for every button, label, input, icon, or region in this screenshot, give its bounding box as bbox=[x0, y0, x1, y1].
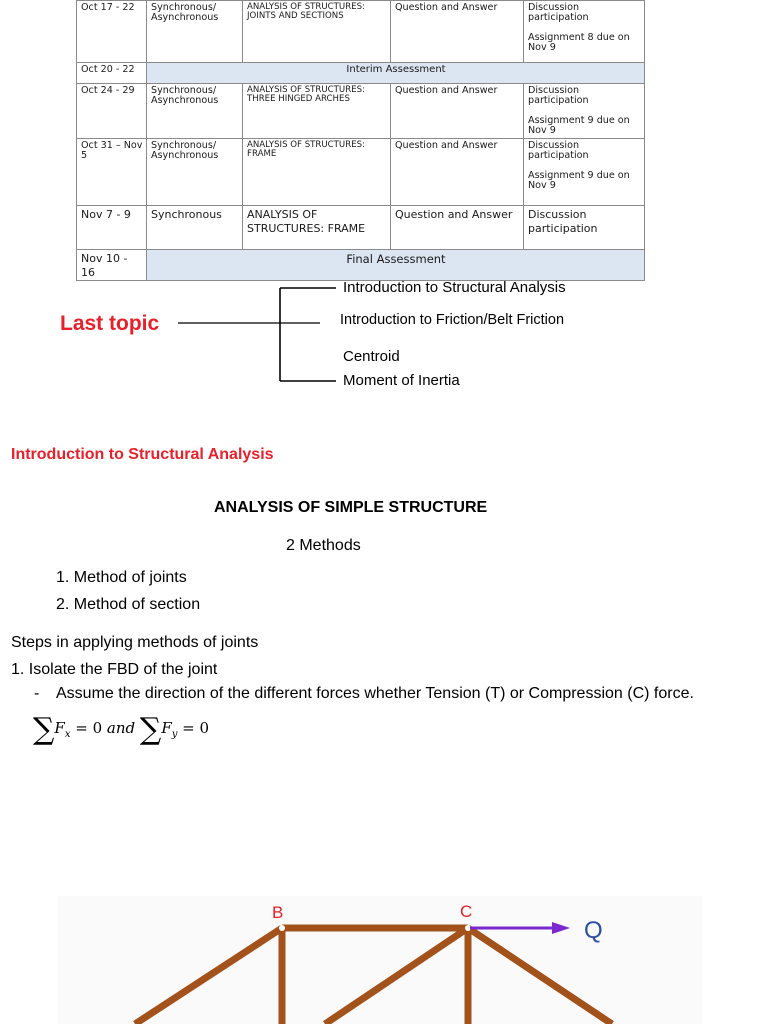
steps-title: Steps in applying methods of joints bbox=[11, 634, 259, 651]
row-output: Discussion participation bbox=[524, 206, 645, 250]
row-output-discussion: Discussion participation bbox=[528, 140, 589, 161]
row-date: Nov 7 - 9 bbox=[77, 206, 147, 250]
bullet-text: Assume the direction of the different forces whether Tension (T) or Compression (C) force. bbox=[56, 685, 694, 702]
row-mode: Synchronous/ Asynchronous bbox=[147, 84, 243, 139]
row-topic: ANALYSIS OF STRUCTURES: FRAME bbox=[243, 206, 391, 250]
row-date: Oct 31 – Nov 5 bbox=[77, 139, 147, 206]
x-subscript: x bbox=[64, 729, 71, 740]
row-output-assignment: Assignment 8 due on Nov 9 bbox=[528, 32, 630, 53]
row-output-assignment: Assignment 9 due on Nov 9 bbox=[528, 115, 630, 136]
sigma-symbol: ∑ bbox=[139, 712, 162, 747]
row-topic: ANALYSIS OF STRUCTURES: THREE HINGED ARCHES bbox=[243, 84, 391, 139]
row-output-discussion: Discussion participation bbox=[528, 85, 589, 106]
row-mode: Synchronous/ Asynchronous bbox=[147, 1, 243, 63]
row-mode: Synchronous/ Asynchronous bbox=[147, 139, 243, 206]
row-method: Question and Answer bbox=[391, 139, 524, 206]
row-date: Oct 24 - 29 bbox=[77, 84, 147, 139]
row-mode: Synchronous bbox=[147, 206, 243, 250]
row-method: Question and Answer bbox=[391, 206, 524, 250]
row-output-discussion: Discussion participation bbox=[528, 2, 589, 23]
page-title: ANALYSIS OF SIMPLE STRUCTURE bbox=[214, 499, 488, 516]
method-item: 2. Method of section bbox=[56, 596, 201, 613]
sigma-symbol: ∑ bbox=[33, 712, 55, 747]
force-symbol: F bbox=[161, 719, 172, 737]
and-word: and bbox=[106, 719, 136, 737]
topic-bracket bbox=[0, 0, 768, 400]
label-b: B bbox=[272, 903, 284, 922]
row-method: Question and Answer bbox=[391, 1, 524, 63]
topic-item: Moment of Inertia bbox=[343, 372, 460, 389]
row-topic: ANALYSIS OF STRUCTURES: FRAME bbox=[243, 139, 391, 206]
equals-zero: = 0 bbox=[177, 719, 210, 737]
interim-assessment-band: Interim Assessment bbox=[147, 63, 645, 84]
row-date: Oct 20 - 22 bbox=[77, 63, 147, 84]
topic-item: Introduction to Structural Analysis bbox=[343, 279, 566, 296]
step-item: 1. Isolate the FBD of the joint bbox=[11, 661, 218, 678]
row-topic: ANALYSIS OF STRUCTURES: JOINTS AND SECTIONS bbox=[243, 1, 391, 63]
bullet-dash: - bbox=[34, 685, 40, 702]
final-assessment-band: Final Assessment bbox=[147, 250, 645, 281]
row-method: Question and Answer bbox=[391, 84, 524, 139]
truss-diagram bbox=[0, 880, 768, 1024]
label-q: Q bbox=[584, 917, 603, 944]
row-date: Oct 17 - 22 bbox=[77, 1, 147, 63]
joint-b bbox=[279, 925, 285, 931]
equals-zero: = 0 bbox=[70, 719, 107, 737]
topic-item: Centroid bbox=[343, 348, 400, 365]
row-output-assignment: Assignment 9 due on Nov 9 bbox=[528, 170, 630, 191]
section-heading: Introduction to Structural Analysis bbox=[11, 446, 274, 463]
method-item: 1. Method of joints bbox=[56, 569, 187, 586]
topic-item: Introduction to Friction/Belt Friction bbox=[340, 312, 565, 328]
force-symbol: F bbox=[54, 719, 65, 737]
label-c: C bbox=[460, 902, 473, 921]
equilibrium-equation bbox=[33, 712, 209, 747]
y-subscript: y bbox=[171, 729, 178, 740]
methods-count: 2 Methods bbox=[286, 537, 361, 554]
diagram-background bbox=[58, 896, 702, 1024]
row-date: Nov 10 - 16 bbox=[77, 250, 147, 281]
last-topic-label: Last topic bbox=[60, 312, 160, 335]
